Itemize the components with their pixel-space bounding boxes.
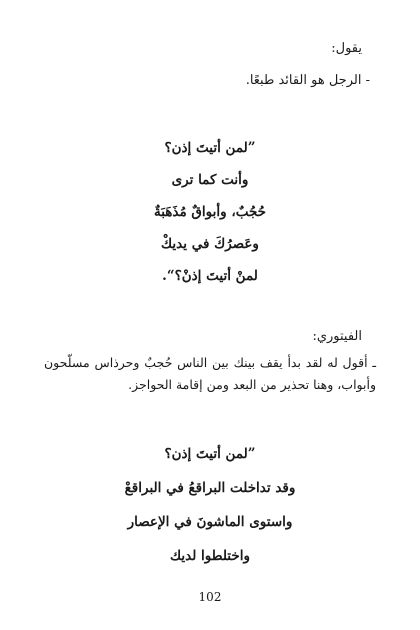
poem-line: وأنت كما ترى — [171, 172, 249, 188]
poem-line: واختلطوا لديك — [170, 548, 250, 564]
speaker-label-1: يقول: — [331, 41, 362, 56]
commentary-paragraph: ـ أقول له لقد بدأ يقف بينك بين الناس حُجبٌ وحرذاس مسلّحون وأبواب، وهنا تحذير من البعد ومن إقامة الحواجز. — [44, 355, 376, 392]
poem-line: ”لمن أتيتَ إذن؟ — [164, 446, 256, 462]
poem-line: وعَصرُكَ في يديكْ — [161, 236, 259, 252]
poem-line: حُجُبٌ، وأبواقٌ مُذَهَبَةٌ — [153, 204, 267, 220]
poem-line: وقد تداخلت البراقعُ في البراقعْ — [124, 480, 296, 496]
dialogue-reply: - الرجل هو القائد طبعًا. — [245, 73, 370, 88]
poem-line: لمنْ أتيتَ إذنْ؟“. — [162, 268, 258, 284]
poem-line: ”لمن أتيتَ إذن؟ — [164, 140, 256, 156]
poem-line: واستوى الماشونَ في الإعصار — [127, 514, 293, 530]
speaker-label-2: الفيتوري: — [312, 329, 362, 344]
page-number: 102 — [198, 590, 222, 604]
